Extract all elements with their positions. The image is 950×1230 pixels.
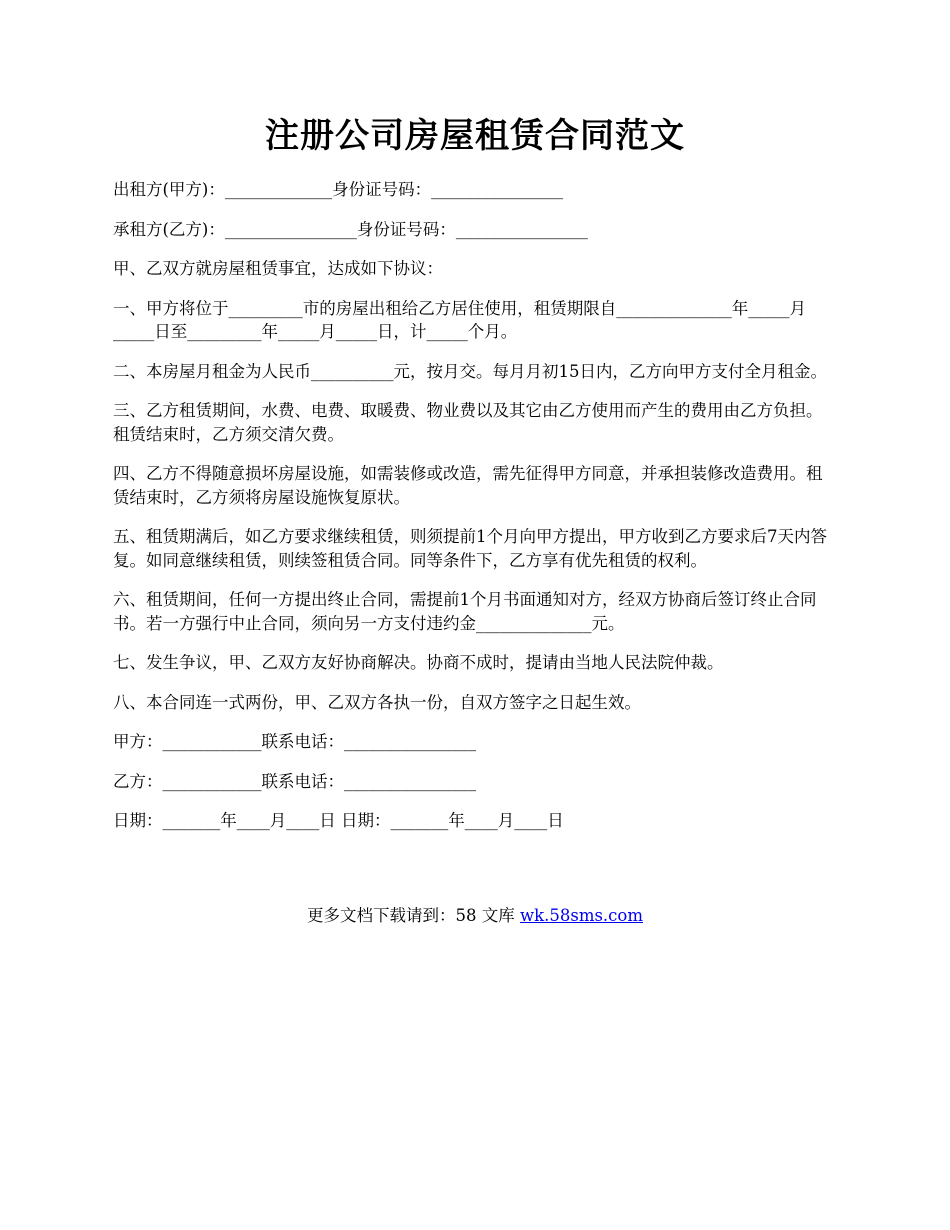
signature-party-a: 甲方：____________联系电话：________________ xyxy=(113,732,476,751)
paragraph-lessor: 出租方(甲方)：_____________身份证号码：________________ xyxy=(113,180,564,199)
document-title: 注册公司房屋租赁合同范文 xyxy=(265,116,685,156)
download-footer xyxy=(0,904,950,928)
clause-4: 四、乙方不得随意损坏房屋设施，如需装修或改造，需先征得甲方同意，并承担装修改造费用。租赁结束时，乙方须将房屋设施恢复原状。 xyxy=(113,464,823,507)
footer-text: 更多文档下载请到：58 文库 xyxy=(306,906,520,925)
clause-1: 一、甲方将位于_________市的房屋出租给乙方居住使用，租赁期限自______________年_____月_____日至_________年_____月_____日，计_____个月。 xyxy=(113,298,806,341)
signature-dates: 日期：_______年____月____日 日期：_______年____月____日 xyxy=(113,811,564,830)
clause-6: 六、租赁期间，任何一方提出终止合同，需提前1个月书面通知对方，经双方协商后签订终止合同书。若一方强行中止合同，须向另一方支付违约金______________元。 xyxy=(113,590,817,633)
download-link[interactable]: wk.58sms.com xyxy=(519,906,643,925)
document-body xyxy=(113,178,838,849)
clause-7: 七、发生争议，甲、乙双方友好协商解决。协商不成时，提请由当地人民法院仲裁。 xyxy=(113,653,724,672)
paragraph-lessee: 承租方(乙方)：________________身份证号码：________________ xyxy=(113,219,588,239)
clause-2: 二、本房屋月租金为人民币__________元，按月交。每月月初15日内，乙方向甲方支付全月租金。 xyxy=(113,361,827,381)
clause-8: 八、本合同连一式两份，甲、乙双方各执一份，自双方签字之日起生效。 xyxy=(113,692,641,712)
clause-3: 三、乙方租赁期间，水费、电费、取暖费、物业费以及其它由乙方使用而产生的费用由乙方负担。租赁结束时，乙方须交清欠费。 xyxy=(113,401,823,444)
clause-5: 五、租赁期满后，如乙方要求继续租赁，则须提前1个月向甲方提出，甲方收到乙方要求后7天内答复。如同意继续租赁，则续签租赁合同。同等条件下，乙方享有优先租赁的权利。 xyxy=(113,527,827,570)
paragraph-intro: 甲、乙双方就房屋租赁事宜，达成如下协议： xyxy=(113,259,443,278)
signature-party-b: 乙方：____________联系电话：________________ xyxy=(113,771,476,791)
